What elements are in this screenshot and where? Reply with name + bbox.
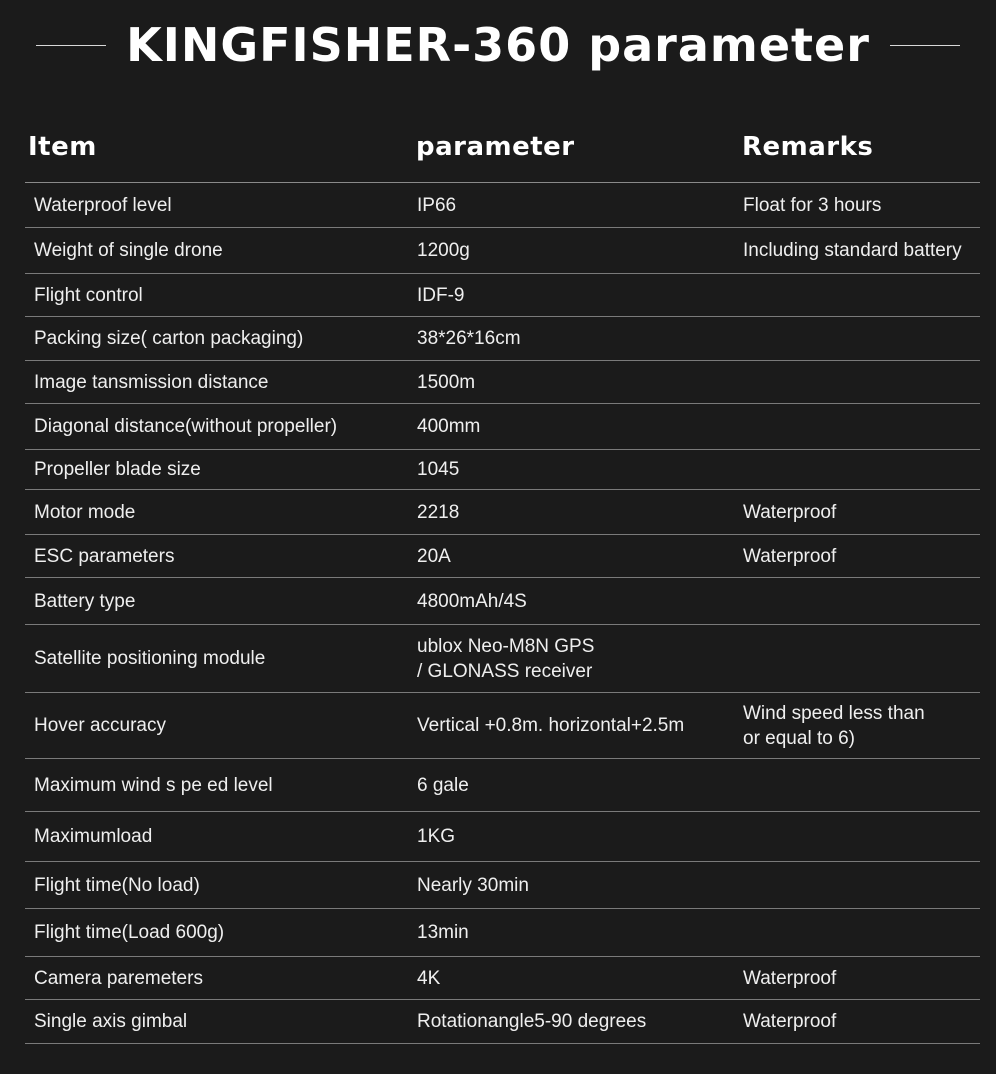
- cell-parameter: 20A: [417, 545, 451, 567]
- cell-remarks: Waterproof: [743, 501, 837, 523]
- cell-remarks: Waterproof: [743, 545, 837, 567]
- cell-item: Satellite positioning module: [34, 648, 266, 669]
- cell-item: Flight control: [34, 284, 143, 306]
- cell-item: Hover accuracy: [34, 715, 166, 736]
- cell-parameter: 4K: [417, 967, 441, 989]
- header-item: Item: [28, 132, 97, 162]
- cell-remarks: [743, 317, 983, 360]
- table-row: [25, 625, 980, 693]
- cell-remarks: [743, 404, 983, 449]
- cell-item: Weight of single drone: [34, 240, 223, 261]
- table-row: [25, 862, 980, 909]
- cell-remarks: [743, 862, 983, 908]
- page-title: KINGFISHER-360 parameter: [126, 18, 870, 72]
- table-row: [25, 274, 980, 317]
- cell-parameter: 1200g: [417, 240, 470, 261]
- cell-parameter: 1500m: [417, 371, 476, 393]
- cell-item: Single axis gimbal: [34, 1011, 188, 1032]
- cell-remarks: Float for 3 hours: [743, 194, 882, 216]
- cell-remarks: [743, 625, 983, 692]
- title-divider-right: [890, 45, 960, 46]
- cell-remarks: Wind speed less than or equal to 6): [743, 702, 925, 749]
- cell-item: Maximum wind s pe ed level: [34, 774, 273, 796]
- table-header-row: [25, 122, 980, 183]
- cell-parameter: 4800mAh/4S: [417, 590, 527, 612]
- cell-remarks: [743, 361, 983, 403]
- cell-item: ESC parameters: [34, 545, 175, 567]
- table-row: [25, 317, 980, 361]
- cell-remarks: [743, 450, 983, 489]
- table-row: [25, 578, 980, 625]
- cell-parameter: Rotationangle5-90 degrees: [417, 1011, 647, 1032]
- table-row: [25, 361, 980, 404]
- cell-item: Battery type: [34, 590, 136, 612]
- cell-parameter: 2218: [417, 501, 460, 523]
- cell-parameter: 38*26*16cm: [417, 328, 521, 349]
- table-row: [25, 535, 980, 578]
- cell-item: Waterproof level: [34, 194, 172, 216]
- cell-remarks: [743, 909, 983, 956]
- header-parameter: parameter: [416, 132, 575, 162]
- cell-parameter: 1045: [417, 459, 460, 480]
- table-body: [25, 183, 980, 1044]
- cell-parameter: IDF-9: [417, 284, 465, 306]
- cell-item: Motor mode: [34, 501, 136, 523]
- table-row: [25, 228, 980, 274]
- cell-parameter: ublox Neo-M8N GPS / GLONASS receiver: [417, 635, 595, 682]
- header-remarks: Remarks: [742, 132, 874, 162]
- table-row: [25, 957, 980, 1000]
- cell-parameter: 13min: [417, 922, 469, 943]
- cell-parameter: 400mm: [417, 416, 481, 437]
- table-row: [25, 404, 980, 450]
- table-row: [25, 183, 980, 228]
- cell-item: Propeller blade size: [34, 459, 201, 480]
- table-row: [25, 909, 980, 957]
- cell-remarks: [743, 578, 983, 624]
- table-row: [25, 693, 980, 759]
- cell-item: Maximumload: [34, 826, 153, 847]
- table-row: [25, 490, 980, 535]
- title-bar: [0, 10, 996, 80]
- cell-item: Flight time(Load 600g): [34, 922, 225, 943]
- cell-item: Diagonal distance(without propeller): [34, 416, 338, 437]
- cell-parameter: 6 gale: [417, 774, 469, 796]
- cell-parameter: Nearly 30min: [417, 874, 529, 896]
- table-row: [25, 1000, 980, 1044]
- cell-parameter: Vertical +0.8m. horizontal+2.5m: [417, 715, 685, 736]
- cell-remarks: Waterproof: [743, 1011, 837, 1032]
- table-row: [25, 450, 980, 490]
- cell-parameter: 1KG: [417, 826, 456, 847]
- cell-item: Flight time(No load): [34, 874, 200, 896]
- table-row: [25, 759, 980, 812]
- cell-remarks: Including standard battery: [743, 240, 962, 261]
- table-row: [25, 812, 980, 862]
- cell-remarks: [743, 759, 983, 811]
- title-divider-left: [36, 45, 106, 46]
- cell-item: Image tansmission distance: [34, 371, 269, 393]
- cell-item: Camera paremeters: [34, 967, 203, 989]
- cell-remarks: [743, 812, 983, 861]
- parameter-table: [25, 122, 980, 1044]
- cell-item: Packing size( carton packaging): [34, 328, 304, 349]
- cell-remarks: [743, 274, 983, 316]
- cell-remarks: Waterproof: [743, 967, 837, 989]
- cell-parameter: IP66: [417, 194, 457, 216]
